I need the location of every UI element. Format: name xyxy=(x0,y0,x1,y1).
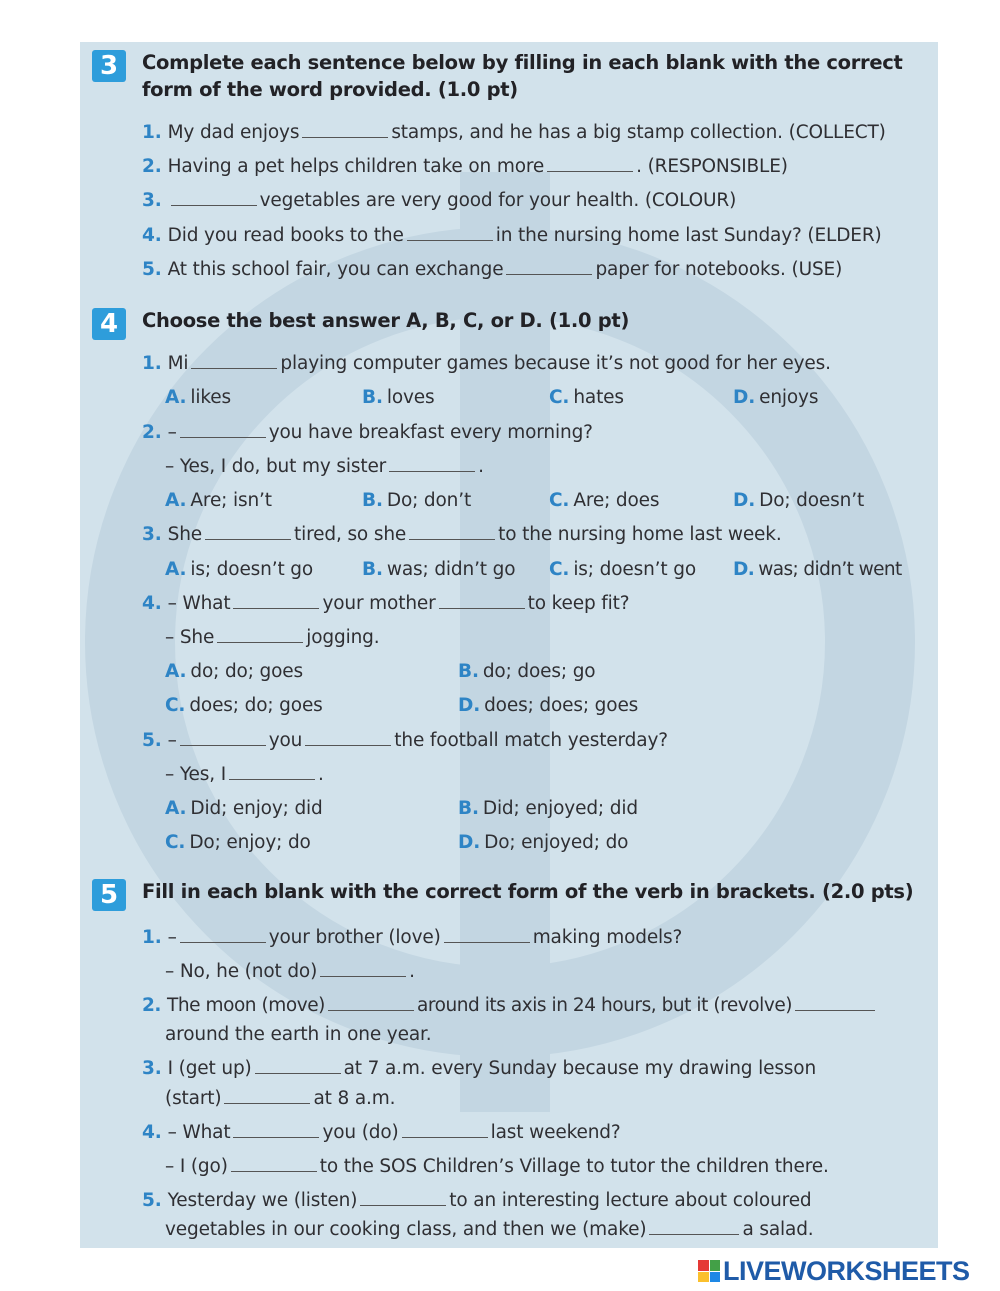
item-text: – She xyxy=(165,627,215,648)
option-letter: D. xyxy=(733,490,756,511)
answer-blank[interactable] xyxy=(180,729,266,746)
item-number: 4. xyxy=(142,225,162,246)
logo-square-icon xyxy=(698,1260,709,1271)
option-text: Are; isn’t xyxy=(190,490,272,511)
item-text: in the nursing home last Sunday? (ELDER) xyxy=(495,225,882,246)
item-text: the football match yesterday? xyxy=(394,730,668,751)
s3-item-3 xyxy=(142,189,736,213)
s4-q1-option-c[interactable] xyxy=(549,386,624,410)
s4-q4-option-c[interactable] xyxy=(165,694,323,718)
item-text: around its axis in 24 hours, but it (revolve) xyxy=(416,995,793,1016)
option-text: loves xyxy=(386,387,435,408)
answer-blank[interactable] xyxy=(506,258,592,275)
item-text: jogging. xyxy=(306,627,380,648)
s3-item-1 xyxy=(142,121,886,145)
answer-blank[interactable] xyxy=(180,926,266,943)
answer-blank[interactable] xyxy=(320,960,406,977)
liveworksheets-logo[interactable] xyxy=(698,1258,970,1284)
s4-q4-option-d[interactable] xyxy=(458,694,638,718)
item-text: My dad enjoys xyxy=(167,122,300,143)
option-letter: A. xyxy=(165,559,187,580)
item-number: 2. xyxy=(142,995,162,1016)
option-text: Do; doesn’t xyxy=(759,490,865,511)
s4-q2-option-a[interactable] xyxy=(165,489,272,513)
section-3-title-line2: form of the word provided. (1.0 pt) xyxy=(142,78,518,101)
s5-q5-line1 xyxy=(142,1189,812,1213)
option-letter: B. xyxy=(362,387,383,408)
item-text: at 8 a.m. xyxy=(313,1088,396,1109)
section-5-title: Fill in each blank with the correct form of the verb in brackets. (2.0 pts) xyxy=(142,880,914,903)
option-letter: A. xyxy=(165,661,187,682)
item-text: At this school fair, you can exchange xyxy=(167,259,504,280)
liveworksheets-icon xyxy=(698,1260,720,1282)
item-text: Having a pet helps children take on more xyxy=(167,156,545,177)
answer-blank[interactable] xyxy=(407,224,493,241)
option-text: do; does; go xyxy=(482,661,596,682)
s4-q5-option-b[interactable] xyxy=(458,797,638,821)
item-text: – I (go) xyxy=(165,1156,228,1177)
option-letter: D. xyxy=(458,832,481,853)
item-text: – Yes, I xyxy=(165,764,227,785)
item-text: your mother xyxy=(322,593,436,614)
answer-blank[interactable] xyxy=(231,1155,317,1172)
item-number: 4. xyxy=(142,593,162,614)
item-text: Mi xyxy=(167,353,189,374)
answer-blank[interactable] xyxy=(205,523,291,540)
s5-q3-line1 xyxy=(142,1057,816,1081)
item-text: to an interesting lecture about coloured xyxy=(449,1190,812,1211)
section-5-badge: 5 xyxy=(92,879,126,911)
option-letter: C. xyxy=(165,695,186,716)
answer-blank[interactable] xyxy=(233,592,319,609)
option-letter: D. xyxy=(458,695,481,716)
item-number: 5. xyxy=(142,730,162,751)
item-text: paper for notebooks. (USE) xyxy=(595,259,843,280)
item-text: (start) xyxy=(165,1088,222,1109)
s4-q5-option-a[interactable] xyxy=(165,797,323,821)
item-number: 5. xyxy=(142,1190,162,1211)
answer-blank[interactable] xyxy=(191,352,277,369)
s4-q2-option-b[interactable] xyxy=(362,489,471,513)
item-number: 3. xyxy=(142,190,162,211)
item-number: 1. xyxy=(142,122,162,143)
item-text: your brother (love) xyxy=(268,927,441,948)
s3-item-5 xyxy=(142,258,842,282)
item-number: 3. xyxy=(142,524,162,545)
s5-q3-line2 xyxy=(165,1087,395,1111)
item-text: – What xyxy=(167,1122,231,1143)
option-letter: C. xyxy=(549,387,570,408)
option-letter: A. xyxy=(165,387,187,408)
option-text: Do; don’t xyxy=(386,490,472,511)
option-letter: A. xyxy=(165,490,187,511)
option-text: likes xyxy=(190,387,231,408)
option-text: enjoys xyxy=(759,387,819,408)
logo-square-icon xyxy=(710,1260,721,1271)
option-text: Do; enjoyed; do xyxy=(484,832,629,853)
item-text: . xyxy=(409,961,415,982)
option-text: do; do; goes xyxy=(190,661,304,682)
s4-q2-option-d[interactable] xyxy=(733,489,864,513)
answer-blank[interactable] xyxy=(255,1057,341,1074)
item-text: I (get up) xyxy=(167,1058,252,1079)
s3-item-4 xyxy=(142,224,882,248)
answer-blank[interactable] xyxy=(795,994,875,1011)
s4-q2-option-c[interactable] xyxy=(549,489,659,513)
item-number: 5. xyxy=(142,259,162,280)
option-letter: C. xyxy=(549,490,570,511)
s4-q3-option-c[interactable] xyxy=(549,558,696,582)
item-text: – xyxy=(167,730,177,751)
answer-blank[interactable] xyxy=(409,523,495,540)
item-text: last weekend? xyxy=(490,1122,621,1143)
s4-q3 xyxy=(142,523,782,547)
answer-blank[interactable] xyxy=(402,1121,488,1138)
option-letter: B. xyxy=(362,490,383,511)
item-text: playing computer games because it’s not good for her eyes. xyxy=(280,353,831,374)
s4-q1-option-d[interactable] xyxy=(733,386,818,410)
item-text: vegetables in our cooking class, and then we (make) xyxy=(165,1219,647,1240)
option-text: was; didn’t go xyxy=(386,559,516,580)
answer-blank[interactable] xyxy=(229,763,315,780)
answer-blank[interactable] xyxy=(171,189,257,206)
option-text: is; doesn’t go xyxy=(190,559,314,580)
item-number: 1. xyxy=(142,353,162,374)
item-text: The moon (move) xyxy=(167,995,325,1016)
item-text: you (do) xyxy=(322,1122,399,1143)
s5-q1-line2 xyxy=(165,960,415,984)
item-text: – xyxy=(167,422,177,443)
s5-q2-line2: around the earth in one year. xyxy=(165,1024,432,1045)
answer-blank[interactable] xyxy=(305,729,391,746)
s4-q4-line2 xyxy=(165,626,379,650)
option-letter: C. xyxy=(165,832,186,853)
option-text: Did; enjoyed; did xyxy=(482,798,638,819)
item-text: – What xyxy=(167,593,231,614)
item-number: 1. xyxy=(142,927,162,948)
item-text: tired, so she xyxy=(294,524,407,545)
s5-q1-line1 xyxy=(142,926,682,950)
option-letter: B. xyxy=(458,798,479,819)
option-letter: A. xyxy=(165,798,187,819)
s4-q3-option-b[interactable] xyxy=(362,558,515,582)
option-letter: D. xyxy=(733,387,756,408)
item-text: She xyxy=(167,524,203,545)
option-text: Do; enjoy; do xyxy=(189,832,311,853)
brand-name: LIVEWORKSHEETS xyxy=(723,1256,970,1286)
option-text: is; doesn’t go xyxy=(573,559,696,580)
option-text: Did; enjoy; did xyxy=(190,798,323,819)
answer-blank[interactable] xyxy=(328,994,414,1011)
section-3-title-line1: Complete each sentence below by filling in each blank with the correct xyxy=(142,51,903,74)
s4-q5-option-d[interactable] xyxy=(458,831,628,855)
item-text: you xyxy=(268,730,303,751)
option-letter: D. xyxy=(733,559,755,580)
s4-q4-option-b[interactable] xyxy=(458,660,595,684)
answer-blank[interactable] xyxy=(217,626,303,643)
item-number: 2. xyxy=(142,422,162,443)
option-letter: B. xyxy=(362,559,383,580)
answer-blank[interactable] xyxy=(360,1189,446,1206)
answer-blank[interactable] xyxy=(233,1121,319,1138)
option-letter: B. xyxy=(458,661,479,682)
option-text: was; didn’t went xyxy=(758,559,902,580)
answer-blank[interactable] xyxy=(444,926,530,943)
option-text: does; do; goes xyxy=(189,695,323,716)
s4-q5-option-c[interactable] xyxy=(165,831,311,855)
option-letter: C. xyxy=(549,559,570,580)
answer-blank[interactable] xyxy=(649,1218,739,1235)
item-number: 3. xyxy=(142,1058,162,1079)
s4-q1-option-b[interactable] xyxy=(362,386,435,410)
s5-q2-line1 xyxy=(142,994,878,1018)
section-3-badge: 3 xyxy=(92,50,126,82)
s4-q4-option-a[interactable] xyxy=(165,660,303,684)
item-text: vegetables are very good for your health. (COLOUR) xyxy=(259,190,737,211)
item-text: – Yes, I do, but my sister xyxy=(165,456,387,477)
s4-q1 xyxy=(142,352,831,376)
section-4-title: Choose the best answer A, B, C, or D. (1.0 pt) xyxy=(142,309,630,332)
s4-q1-option-a[interactable] xyxy=(165,386,231,410)
item-number: 4. xyxy=(142,1122,162,1143)
answer-blank[interactable] xyxy=(224,1087,310,1104)
s4-q4-line1 xyxy=(142,592,629,616)
answer-blank[interactable] xyxy=(389,455,475,472)
item-number: 2. xyxy=(142,156,162,177)
s4-q5-line1 xyxy=(142,729,668,753)
s4-q5-line2 xyxy=(165,763,324,787)
option-text: does; does; goes xyxy=(484,695,639,716)
s4-q3-option-a[interactable] xyxy=(165,558,313,582)
item-text: a salad. xyxy=(742,1219,814,1240)
item-text: Did you read books to the xyxy=(167,225,404,246)
s5-q4-line2 xyxy=(165,1155,829,1179)
s4-q2-line2 xyxy=(165,455,484,479)
item-text: to the SOS Children’s Village to tutor the children there. xyxy=(319,1156,829,1177)
item-text: to the nursing home last week. xyxy=(498,524,782,545)
s4-q3-option-d[interactable] xyxy=(733,558,902,582)
s5-q5-line2 xyxy=(165,1218,814,1242)
s3-item-2 xyxy=(142,155,788,179)
logo-square-icon xyxy=(710,1272,721,1283)
option-text: Are; does xyxy=(573,490,660,511)
item-text: stamps, and he has a big stamp collection. (COLLECT) xyxy=(391,122,886,143)
section-4-badge: 4 xyxy=(92,308,126,340)
answer-blank[interactable] xyxy=(180,421,266,438)
item-text: . (RESPONSIBLE) xyxy=(636,156,788,177)
answer-blank[interactable] xyxy=(547,155,633,172)
logo-square-icon xyxy=(698,1272,709,1283)
s5-q4-line1 xyxy=(142,1121,621,1145)
item-text: . xyxy=(478,456,484,477)
item-text: at 7 a.m. every Sunday because my drawing lesson xyxy=(343,1058,817,1079)
s4-q2-line1 xyxy=(142,421,593,445)
item-text: you have breakfast every morning? xyxy=(268,422,593,443)
item-text: to keep fit? xyxy=(527,593,630,614)
answer-blank[interactable] xyxy=(302,121,388,138)
option-text: hates xyxy=(573,387,624,408)
item-text: . xyxy=(318,764,324,785)
answer-blank[interactable] xyxy=(439,592,525,609)
item-text: – No, he (not do) xyxy=(165,961,318,982)
item-text: Yesterday we (listen) xyxy=(167,1190,358,1211)
item-text: – xyxy=(167,927,177,948)
item-text: making models? xyxy=(532,927,683,948)
